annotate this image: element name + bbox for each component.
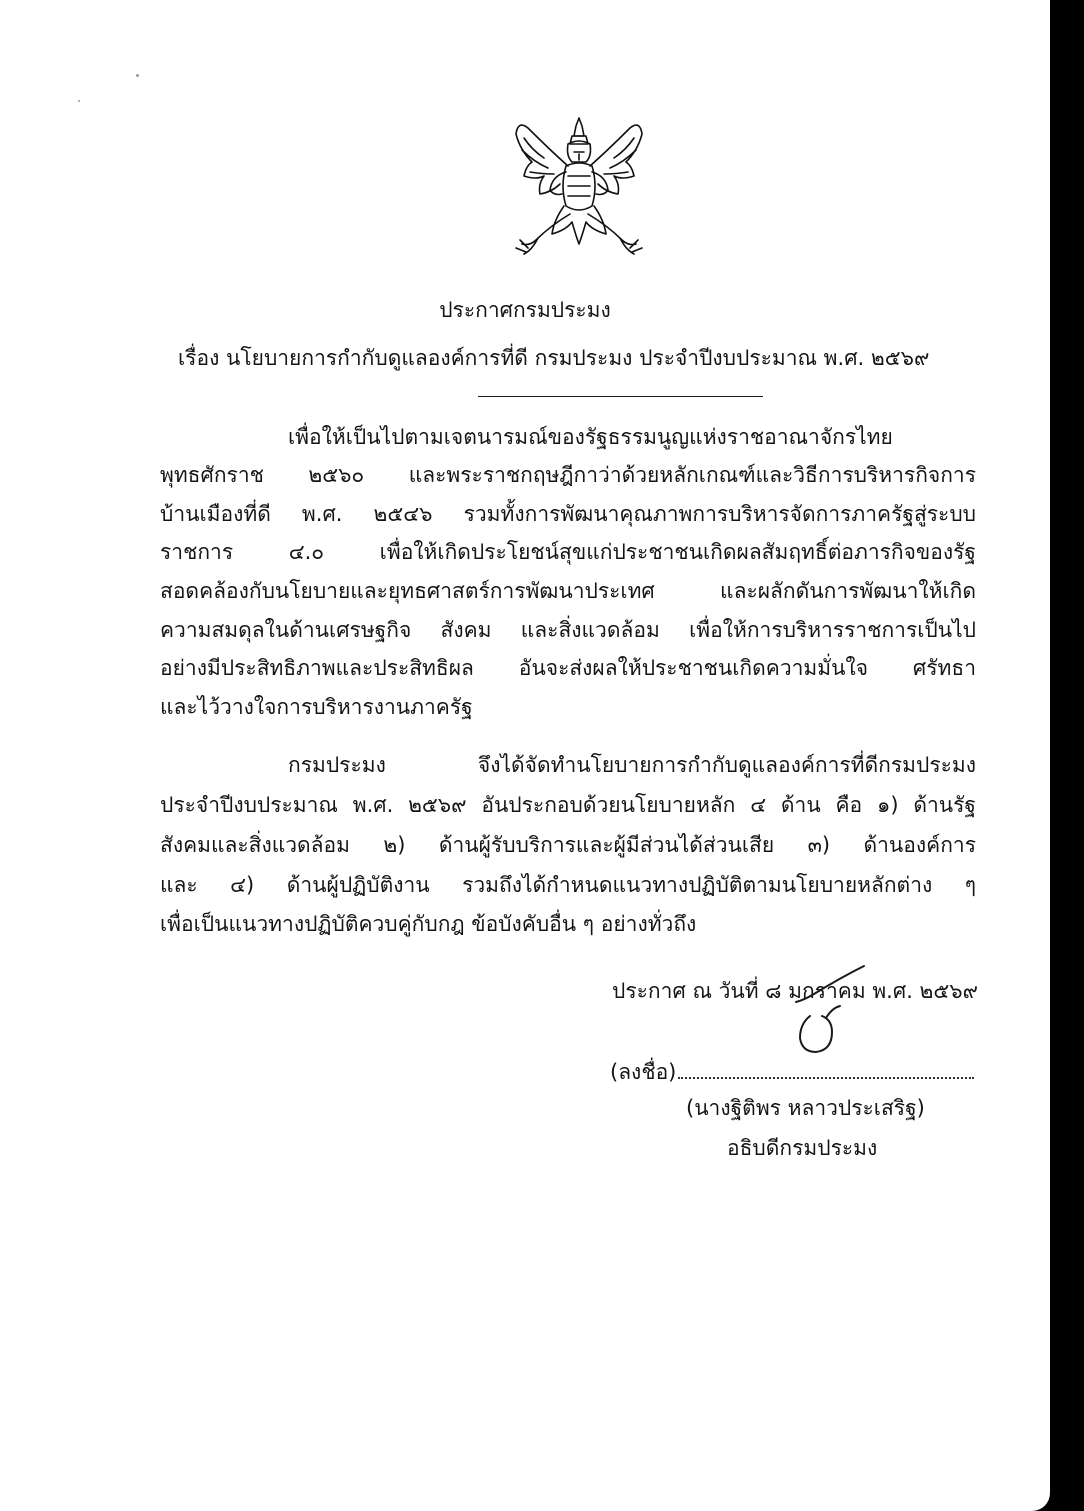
- garuda-emblem-icon: [510, 110, 648, 260]
- document-title: ประกาศกรมประมง: [439, 298, 611, 322]
- subject-underline: [478, 396, 763, 397]
- signature-label: (ลงชื่อ): [610, 1060, 677, 1084]
- paragraph-2-line: ประจำปีงบประมาณ พ.ศ. ๒๕๖๙ อันประกอบด้วยนโยบายหลัก ๔ ด้าน คือ ๑) ด้านรัฐ: [160, 793, 976, 817]
- paragraph-2-line: กรมประมง จึงได้จัดทำนโยบายการกำกับดูแลองค์การที่ดีกรมประมง: [288, 753, 976, 777]
- paragraph-1-line: สอดคล้องกับนโยบายและยุทธศาสตร์การพัฒนาประเทศ และผลักดันการพัฒนาให้เกิด: [160, 579, 976, 603]
- signature-dotted-line: [678, 1059, 974, 1079]
- signer-position: อธิบดีกรมประมง: [727, 1136, 878, 1160]
- handwritten-signature-icon: [770, 960, 910, 1070]
- scan-speck: [78, 100, 80, 102]
- paragraph-1-line: ความสมดุลในด้านเศรษฐกิจ สังคม และสิ่งแวดล้อม เพื่อให้การบริหารราชการเป็นไป: [160, 618, 976, 642]
- paragraph-2-line: และ ๔) ด้านผู้ปฏิบัติงาน รวมถึงได้กำหนดแนวทางปฏิบัติตามนโยบายหลักต่าง ๆ: [160, 873, 976, 897]
- paragraph-1-line: ราชการ ๔.๐ เพื่อให้เกิดประโยชน์สุขแก่ประชาชนเกิดผลสัมฤทธิ์ต่อภารกิจของรัฐ: [160, 540, 976, 564]
- scan-speck: [136, 74, 139, 77]
- paragraph-1-line: พุทธศักราช ๒๕๖๐ และพระราชกฤษฎีกาว่าด้วยหลักเกณฑ์และวิธีการบริหารกิจการ: [160, 463, 976, 487]
- signer-name: (นางฐิติพร หลาวประเสริฐ): [686, 1096, 925, 1120]
- paragraph-2-line: เพื่อเป็นแนวทางปฏิบัติควบคู่กับกฎ ข้อบังคับอื่น ๆ อย่างทั่วถึง: [160, 912, 697, 936]
- signature-line: [610, 1057, 978, 1087]
- paragraph-1-line: เพื่อให้เป็นไปตามเจตนารมณ์ของรัฐธรรมนูญแห่งราชอาณาจักรไทย: [288, 425, 893, 449]
- paragraph-2-line: สังคมและสิ่งแวดล้อม ๒) ด้านผู้รับบริการและผู้มีส่วนได้ส่วนเสีย ๓) ด้านองค์การ: [160, 833, 976, 857]
- paragraph-1-line: อย่างมีประสิทธิภาพและประสิทธิผล อันจะส่งผลให้ประชาชนเกิดความมั่นใจ ศรัทธา: [160, 656, 976, 680]
- paragraph-1-line: และไว้วางใจการบริหารงานภาครัฐ: [160, 695, 473, 719]
- announcement-date: ประกาศ ณ วันที่ ๘ มกราคม พ.ศ. ๒๕๖๙: [612, 979, 978, 1003]
- document-subject: เรื่อง นโยบายการกำกับดูแลองค์การที่ดี กรมประมง ประจำปีงบประมาณ พ.ศ. ๒๕๖๙: [178, 346, 930, 370]
- paragraph-1-line: บ้านเมืองที่ดี พ.ศ. ๒๕๔๖ รวมทั้งการพัฒนาคุณภาพการบริหารจัดการภาครัฐสู่ระบบ: [160, 502, 976, 526]
